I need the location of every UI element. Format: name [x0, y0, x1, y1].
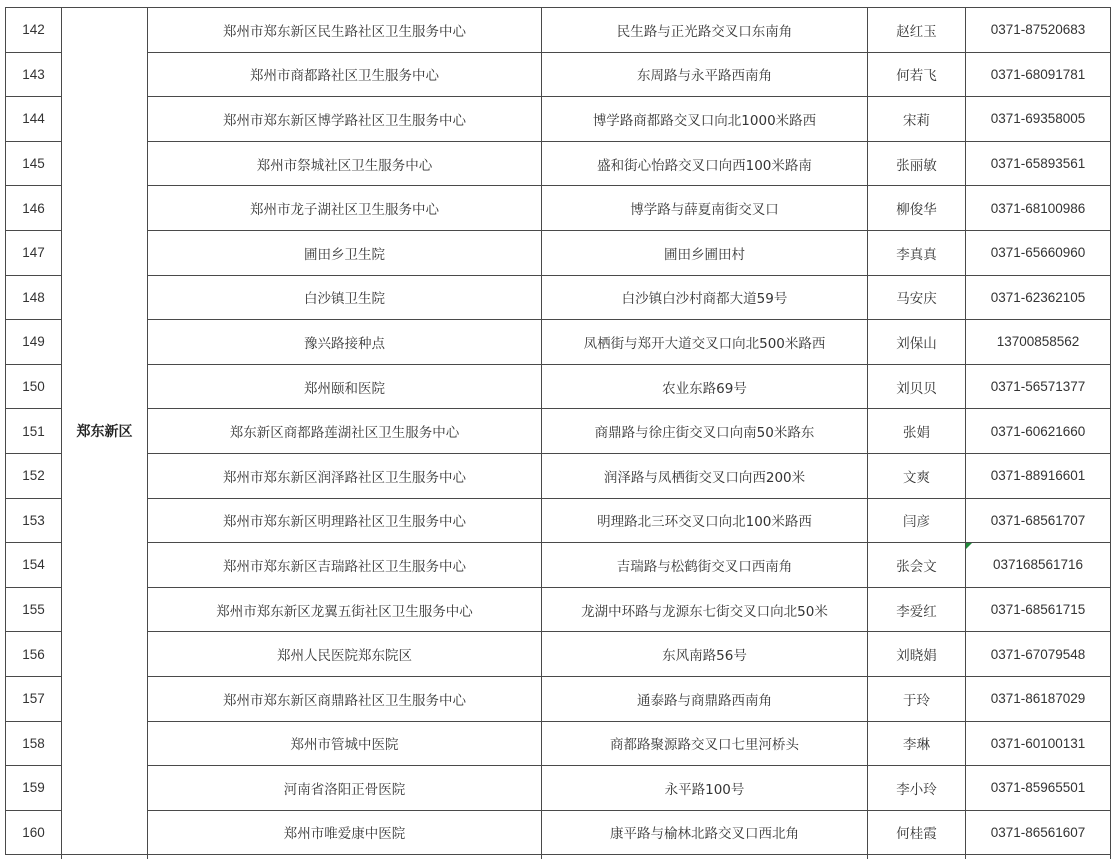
clinic-table [5, 7, 1111, 855]
table-row [6, 320, 1111, 365]
contact-person: 刘保山 [868, 320, 966, 365]
table-row [6, 186, 1111, 231]
contact-person: 闫彦 [868, 498, 966, 543]
table-row [6, 275, 1111, 320]
site-name: 豫兴路接种点 [148, 320, 542, 365]
site-address: 盛和街心怡路交叉口向西100米路南 [542, 141, 868, 186]
site-address: 博学路与薛夏南街交叉口 [542, 186, 868, 231]
site-address: 东周路与永平路西南角 [542, 52, 868, 97]
site-address: 康平路与榆林北路交叉口西北角 [542, 810, 868, 855]
site-name: 郑州市龙子湖社区卫生服务中心 [148, 186, 542, 231]
table-row [6, 721, 1111, 766]
phone-number: 0371-56571377 [966, 364, 1111, 409]
site-name: 郑州颐和医院 [148, 364, 542, 409]
table-row [6, 498, 1111, 543]
phone-number: 0371-62362105 [966, 275, 1111, 320]
row-number: 146 [6, 186, 62, 231]
phone-number: 0371-60100131 [966, 721, 1111, 766]
row-number: 160 [6, 810, 62, 855]
phone-number: 0371-85965501 [966, 766, 1111, 811]
table-row [6, 632, 1111, 677]
phone-number: 0371-68100986 [966, 186, 1111, 231]
site-address: 吉瑞路与松鹤街交叉口西南角 [542, 543, 868, 588]
site-address: 商鼎路与徐庄街交叉口向南50米路东 [542, 409, 868, 454]
table-row [6, 676, 1111, 721]
row-number: 142 [6, 8, 62, 53]
contact-person: 马安庆 [868, 275, 966, 320]
row-number: 144 [6, 97, 62, 142]
site-address: 农业东路69号 [542, 364, 868, 409]
site-name: 郑州市郑东新区民生路社区卫生服务中心 [148, 8, 542, 53]
table-row [6, 364, 1111, 409]
table-row [6, 587, 1111, 632]
phone-number: 0371-87520683 [966, 8, 1111, 53]
comment-marker-icon [966, 543, 972, 549]
contact-person: 何若飞 [868, 52, 966, 97]
phone-number: 13700858562 [966, 320, 1111, 365]
contact-person: 于玲 [868, 676, 966, 721]
table-row [6, 409, 1111, 454]
site-name: 郑州市管城中医院 [148, 721, 542, 766]
table-row [6, 141, 1111, 186]
table-body [6, 8, 1111, 855]
site-name: 郑州人民医院郑东院区 [148, 632, 542, 677]
site-address: 博学路商都路交叉口向北1000米路西 [542, 97, 868, 142]
contact-person: 张会文 [868, 543, 966, 588]
row-number: 157 [6, 676, 62, 721]
district-cell: 郑东新区 [62, 8, 148, 855]
row-number: 156 [6, 632, 62, 677]
row-number: 145 [6, 141, 62, 186]
table-row [6, 52, 1111, 97]
table-row [6, 766, 1111, 811]
site-address: 民生路与正光路交叉口东南角 [542, 8, 868, 53]
row-number: 159 [6, 766, 62, 811]
table-row [6, 453, 1111, 498]
contact-person: 赵红玉 [868, 8, 966, 53]
site-name: 郑州市郑东新区润泽路社区卫生服务中心 [148, 453, 542, 498]
contact-person: 柳俊华 [868, 186, 966, 231]
phone-number: 0371-65660960 [966, 230, 1111, 275]
table-row [6, 543, 1111, 588]
site-address: 商都路聚源路交叉口七里河桥头 [542, 721, 868, 766]
row-number: 155 [6, 587, 62, 632]
row-number: 152 [6, 453, 62, 498]
phone-number: 0371-68561715 [966, 587, 1111, 632]
phone-number: 0371-68561707 [966, 498, 1111, 543]
row-number: 143 [6, 52, 62, 97]
contact-person: 刘贝贝 [868, 364, 966, 409]
site-name: 郑州市唯爱康中医院 [148, 810, 542, 855]
row-number: 151 [6, 409, 62, 454]
site-address: 明理路北三环交叉口向北100米路西 [542, 498, 868, 543]
row-number: 148 [6, 275, 62, 320]
contact-person: 张丽敏 [868, 141, 966, 186]
phone-number: 0371-68091781 [966, 52, 1111, 97]
site-address: 圃田乡圃田村 [542, 230, 868, 275]
phone-number: 0371-88916601 [966, 453, 1111, 498]
contact-person: 李爱红 [868, 587, 966, 632]
table-row [6, 97, 1111, 142]
phone-number: 0371-67079548 [966, 632, 1111, 677]
site-address: 龙湖中环路与龙源东七街交叉口向北50米 [542, 587, 868, 632]
site-name: 郑州市郑东新区龙翼五街社区卫生服务中心 [148, 587, 542, 632]
row-number: 158 [6, 721, 62, 766]
row-number: 154 [6, 543, 62, 588]
site-address: 通泰路与商鼎路西南角 [542, 676, 868, 721]
phone-number: 037168561716 [966, 543, 1111, 588]
site-name: 圃田乡卫生院 [148, 230, 542, 275]
contact-person: 刘晓娟 [868, 632, 966, 677]
site-name: 郑州市祭城社区卫生服务中心 [148, 141, 542, 186]
site-address: 润泽路与凤栖街交叉口向西200米 [542, 453, 868, 498]
contact-person: 何桂霞 [868, 810, 966, 855]
row-number: 153 [6, 498, 62, 543]
phone-number: 0371-69358005 [966, 97, 1111, 142]
contact-person: 李琳 [868, 721, 966, 766]
site-name: 郑东新区商都路莲湖社区卫生服务中心 [148, 409, 542, 454]
site-name: 郑州市郑东新区明理路社区卫生服务中心 [148, 498, 542, 543]
phone-number: 0371-65893561 [966, 141, 1111, 186]
site-name: 郑州市郑东新区商鼎路社区卫生服务中心 [148, 676, 542, 721]
contact-person: 文爽 [868, 453, 966, 498]
site-name: 郑州市商都路社区卫生服务中心 [148, 52, 542, 97]
contact-person: 李小玲 [868, 766, 966, 811]
site-name: 郑州市郑东新区博学路社区卫生服务中心 [148, 97, 542, 142]
phone-number: 0371-86187029 [966, 676, 1111, 721]
row-number: 147 [6, 230, 62, 275]
site-address: 凤栖街与郑开大道交叉口向北500米路西 [542, 320, 868, 365]
phone-number: 0371-60621660 [966, 409, 1111, 454]
phone-number: 0371-86561607 [966, 810, 1111, 855]
site-name: 白沙镇卫生院 [148, 275, 542, 320]
table-row [6, 230, 1111, 275]
site-name: 郑州市郑东新区吉瑞路社区卫生服务中心 [148, 543, 542, 588]
contact-person: 宋莉 [868, 97, 966, 142]
next-row-edge [5, 849, 1110, 859]
site-address: 永平路100号 [542, 766, 868, 811]
contact-person: 李真真 [868, 230, 966, 275]
row-number: 149 [6, 320, 62, 365]
row-number: 150 [6, 364, 62, 409]
site-address: 白沙镇白沙村商都大道59号 [542, 275, 868, 320]
contact-person: 张娟 [868, 409, 966, 454]
site-address: 东风南路56号 [542, 632, 868, 677]
table-row [6, 8, 1111, 53]
site-name: 河南省洛阳正骨医院 [148, 766, 542, 811]
